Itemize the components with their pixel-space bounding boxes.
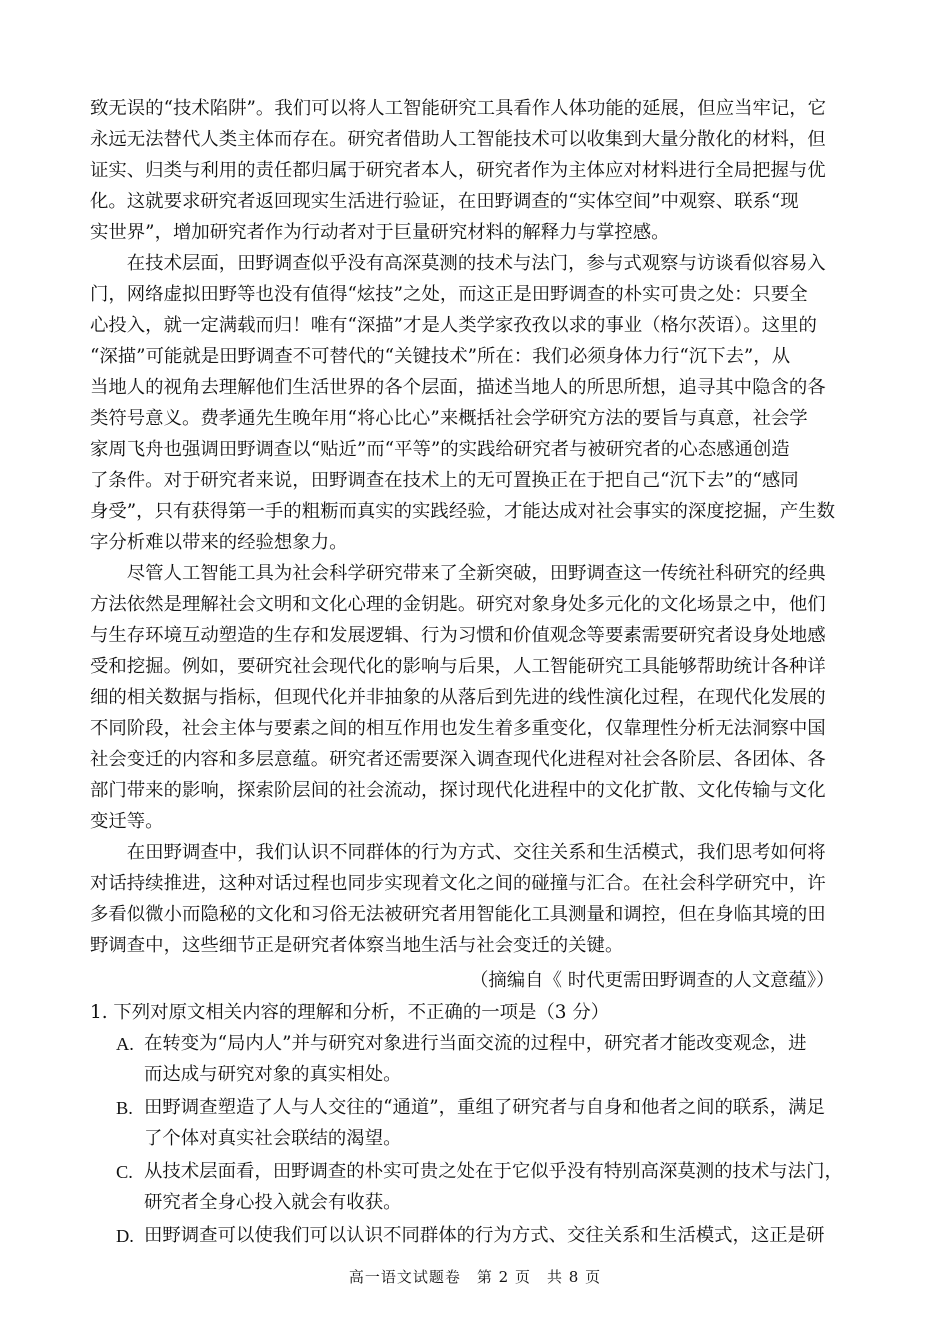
passage-line: 多看似微小而隐秘的文化和习俗无法被研究者用智能化工具测量和调控，但在身临其境的田 xyxy=(90,904,826,925)
option-b-text: 田野调查塑造了人与人交往的“通道”，重组了研究者与自身和他者之间的联系，满足 xyxy=(144,1097,825,1118)
passage-line: 身受”，只有获得第一手的粗粝而真实的实践经验，才能达成对社会事实的深度挖掘，产生数 xyxy=(90,501,836,522)
passage-line: 在技术层面，田野调查似乎没有高深莫测的技术与法门，参与式观察与访谈看似容易入 xyxy=(90,253,826,274)
passage-line: 对话持续推进，这种对话过程也同步实现着文化之间的碰撞与汇合。在社会科学研究中，许 xyxy=(90,873,826,894)
passage-line: 类符号意义。费孝通先生晚年用“将心比心”来概括社会学研究方法的要旨与真意，社会学 xyxy=(90,408,808,429)
option-c-text: 研究者全身心投入就会有收获。 xyxy=(144,1192,402,1213)
passage-line: 不同阶段，社会主体与要素之间的相互作用也发生着多重变化，仅靠理性分析无法洞察中国 xyxy=(90,718,826,739)
passage-line: 方法依然是理解社会文明和文化心理的金钥匙。研究对象身处多元化的文化场景之中，他们 xyxy=(90,594,826,615)
question-stem: 1. 下列对原文相关内容的理解和分析，不正确的一项是（3 分） xyxy=(90,1002,610,1023)
option-c-letter: C. xyxy=(116,1162,133,1182)
option-a-text: 而达成与研究对象的真实相处。 xyxy=(144,1064,402,1085)
passage-line: 永远无法替代人类主体而存在。研究者借助人工智能技术可以收集到大量分散化的材料，但 xyxy=(90,129,826,150)
passage-line: 受和挖掘。例如，要研究社会现代化的影响与后果，人工智能研究工具能够帮助统计各种详 xyxy=(90,656,826,677)
passage-line: 在田野调查中，我们认识不同群体的行为方式、交往关系和生活模式，我们思考如何将 xyxy=(90,842,826,863)
passage-source: （摘编自《 时代更需田野调查的人文意蕴》） xyxy=(470,970,835,991)
passage-line: 实世界”，增加研究者作为行动者对于巨量研究材料的解释力与掌控感。 xyxy=(90,222,670,243)
passage-line: 社会变迁的内容和多层意蕴。研究者还需要深入调查现代化进程对社会各阶层、各团体、各 xyxy=(90,749,826,770)
passage-line: “深描”可能就是田野调查不可替代的“关键技术”所在：我们必须身体力行“沉下去”，从 xyxy=(90,346,791,367)
passage-line: 变迁等。 xyxy=(90,811,164,832)
option-b-letter: B. xyxy=(116,1098,133,1118)
passage-line: 当地人的视角去理解他们生活世界的各个层面，描述当地人的所思所想，追寻其中隐含的各 xyxy=(90,377,826,398)
passage-line: 部门带来的影响，探索阶层间的社会流动，探讨现代化进程中的文化扩散、文化传输与文化 xyxy=(90,780,826,801)
passage-line: 证实、归类与利用的责任都归属于研究者本人，研究者作为主体应对材料进行全局把握与优 xyxy=(90,160,826,181)
option-c-text: 从技术层面看，田野调查的朴实可贵之处在于它似乎没有特别高深莫测的技术与法门， xyxy=(144,1161,843,1182)
option-d-text: 田野调查可以使我们可以认识不同群体的行为方式、交往关系和生活模式，这正是研 xyxy=(144,1225,825,1246)
passage-line: 尽管人工智能工具为社会科学研究带来了全新突破，田野调查这一传统社科研究的经典 xyxy=(90,563,826,584)
passage-line: 门，网络虚拟田野等也没有值得“炫技”之处，而这正是田野调查的朴实可贵之处：只要全 xyxy=(90,284,808,305)
passage-line: 了条件。对于研究者来说，田野调查在技术上的无可置换正在于把自己“沉下去”的“感同 xyxy=(90,470,799,491)
passage-line: 化。这就要求研究者返回现实生活进行验证，在田野调查的“实体空间”中观察、联系“现 xyxy=(90,191,799,212)
passage-line: 野调查中，这些细节正是研究者体察当地生活与社会变迁的关键。 xyxy=(90,935,624,956)
option-a-letter: A. xyxy=(116,1034,134,1054)
passage-line: 与生存环境互动塑造的生存和发展逻辑、行为习惯和价值观念等要素需要研究者设身处地感 xyxy=(90,625,826,646)
passage-line: 细的相关数据与指标，但现代化并非抽象的从落后到先进的线性演化过程，在现代化发展的 xyxy=(90,687,826,708)
option-b-text: 了个体对真实社会联结的渴望。 xyxy=(144,1128,402,1149)
option-a-text: 在转变为“局内人”并与研究对象进行当面交流的过程中，研究者才能改变观念，进 xyxy=(144,1033,807,1054)
passage-line: 致无误的“技术陷阱”。我们可以将人工智能研究工具看作人体功能的延展，但应当牢记，它 xyxy=(90,98,827,119)
option-d-letter: D. xyxy=(116,1226,134,1246)
passage-line: 家周飞舟也强调田野调查以“贴近”而“平等”的实践给研究者与被研究者的心态感通创造 xyxy=(90,439,790,460)
passage-line: 字分析难以带来的经验想象力。 xyxy=(90,532,348,553)
page-footer: 高一语文试题卷 第 2 页 共 8 页 xyxy=(348,1268,602,1286)
passage-line: 心投入，就一定满载而归！唯有“深描”才是人类学家孜孜以求的事业（格尔茨语）。这里的 xyxy=(90,315,817,336)
